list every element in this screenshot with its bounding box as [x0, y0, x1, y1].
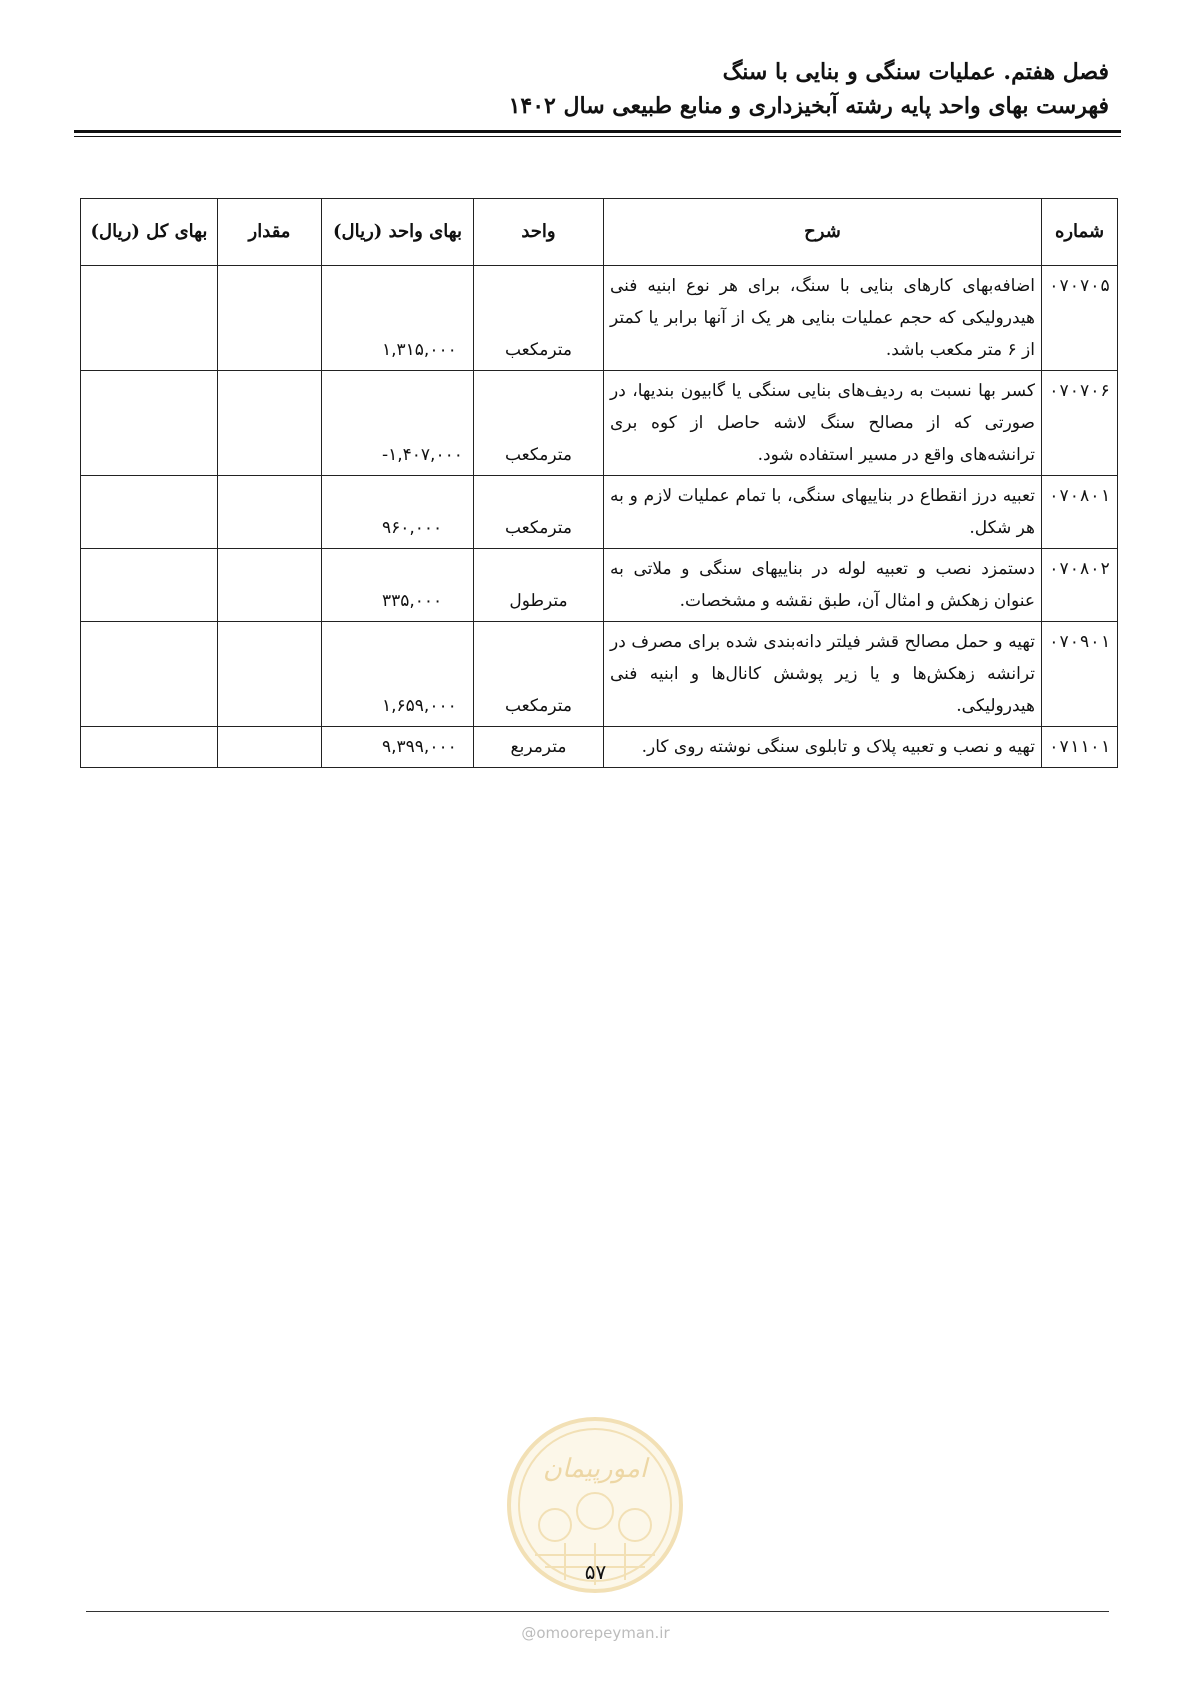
header-total-price: بهای کل (ریال) — [81, 199, 218, 266]
chapter-title: فصل هفتم. عملیات سنگی و بنایی با سنگ — [722, 59, 1109, 85]
item-description: تعبیه درز انقطاع در بناییهای سنگی، با تمام عملیات لازم و به هر شکل. — [604, 476, 1042, 549]
header-rule-thin — [74, 136, 1121, 137]
item-code: ۰۷۰۸۰۱ — [1042, 476, 1118, 549]
watermark-logo-text: امورپیمان — [542, 1454, 648, 1484]
item-quantity[interactable] — [218, 266, 322, 371]
item-unit-price: ۹,۳۹۹,۰۰۰ — [322, 727, 474, 768]
item-total[interactable] — [81, 727, 218, 768]
page-header — [74, 56, 1109, 124]
item-code: ۰۷۰۷۰۵ — [1042, 266, 1118, 371]
table-row — [81, 476, 1118, 549]
table-row — [81, 266, 1118, 371]
item-unit-price: -۱,۴۰۷,۰۰۰ — [322, 371, 474, 476]
item-unit-price: ۱,۳۱۵,۰۰۰ — [322, 266, 474, 371]
header-description: شرح — [604, 199, 1042, 266]
table-row — [81, 549, 1118, 622]
table-row — [81, 727, 1118, 768]
watermark-url: @omoorepeyman.ir — [521, 1624, 670, 1642]
item-total[interactable] — [81, 476, 218, 549]
document-title: فهرست بهای واحد پایه رشته آبخیزداری و منابع طبیعی سال ۱۴۰۲ — [508, 93, 1109, 119]
item-quantity[interactable] — [218, 476, 322, 549]
table-header-row — [81, 199, 1118, 266]
item-description: اضافه‌بهای کارهای بنایی با سنگ، برای هر نوع ابنیه فنی هیدرولیکی که حجم عملیات بنایی هر یک از آنها برابر یا کمتر از ۶ متر مکعب باشد. — [604, 266, 1042, 371]
item-total[interactable] — [81, 371, 218, 476]
item-total[interactable] — [81, 622, 218, 727]
page-number: ۵۷ — [584, 1560, 607, 1584]
item-quantity[interactable] — [218, 371, 322, 476]
table-row — [81, 371, 1118, 476]
item-quantity[interactable] — [218, 622, 322, 727]
item-unit: مترمکعب — [474, 371, 604, 476]
item-description: تهیه و حمل مصالح قشر فیلتر دانه‌بندی شده برای مصرف در ترانشه زهکش‌ها و یا زیر پوشش کانال‌ها و ابنیه فنی هیدرولیکی. — [604, 622, 1042, 727]
price-list-table — [80, 198, 1118, 768]
item-unit-price: ۱,۶۵۹,۰۰۰ — [322, 622, 474, 727]
item-total[interactable] — [81, 549, 218, 622]
item-description: دستمزد نصب و تعبیه لوله در بناییهای سنگی و ملاتی به عنوان زهکش و امثال آن، طبق نقشه و مشخصات. — [604, 549, 1042, 622]
item-code: ۰۷۰۸۰۲ — [1042, 549, 1118, 622]
item-total[interactable] — [81, 266, 218, 371]
item-description: تهیه و نصب و تعبیه پلاک و تابلوی سنگی نوشته روی کار. — [604, 727, 1042, 768]
item-unit: مترطول — [474, 549, 604, 622]
header-code: شماره — [1042, 199, 1118, 266]
item-unit-price: ۳۳۵,۰۰۰ — [322, 549, 474, 622]
item-unit-price: ۹۶۰,۰۰۰ — [322, 476, 474, 549]
item-unit: مترمکعب — [474, 476, 604, 549]
item-code: ۰۷۰۹۰۱ — [1042, 622, 1118, 727]
item-description: کسر بها نسبت به ردیف‌های بنایی سنگی یا گابیون بندیها، در صورتی که از مصالح سنگ لاشه حاصل از کوه بری ترانشه‌های واقع در مسیر استفاده شود. — [604, 371, 1042, 476]
item-code: ۰۷۱۱۰۱ — [1042, 727, 1118, 768]
table-row — [81, 622, 1118, 727]
header-unit: واحد — [474, 199, 604, 266]
header-quantity: مقدار — [218, 199, 322, 266]
item-quantity[interactable] — [218, 727, 322, 768]
header-unit-price: بهای واحد (ریال) — [322, 199, 474, 266]
item-unit: مترمربع — [474, 727, 604, 768]
footer-rule — [86, 1611, 1109, 1612]
item-quantity[interactable] — [218, 549, 322, 622]
item-unit: مترمکعب — [474, 266, 604, 371]
item-unit: مترمکعب — [474, 622, 604, 727]
item-code: ۰۷۰۷۰۶ — [1042, 371, 1118, 476]
header-rule-thick — [74, 130, 1121, 133]
